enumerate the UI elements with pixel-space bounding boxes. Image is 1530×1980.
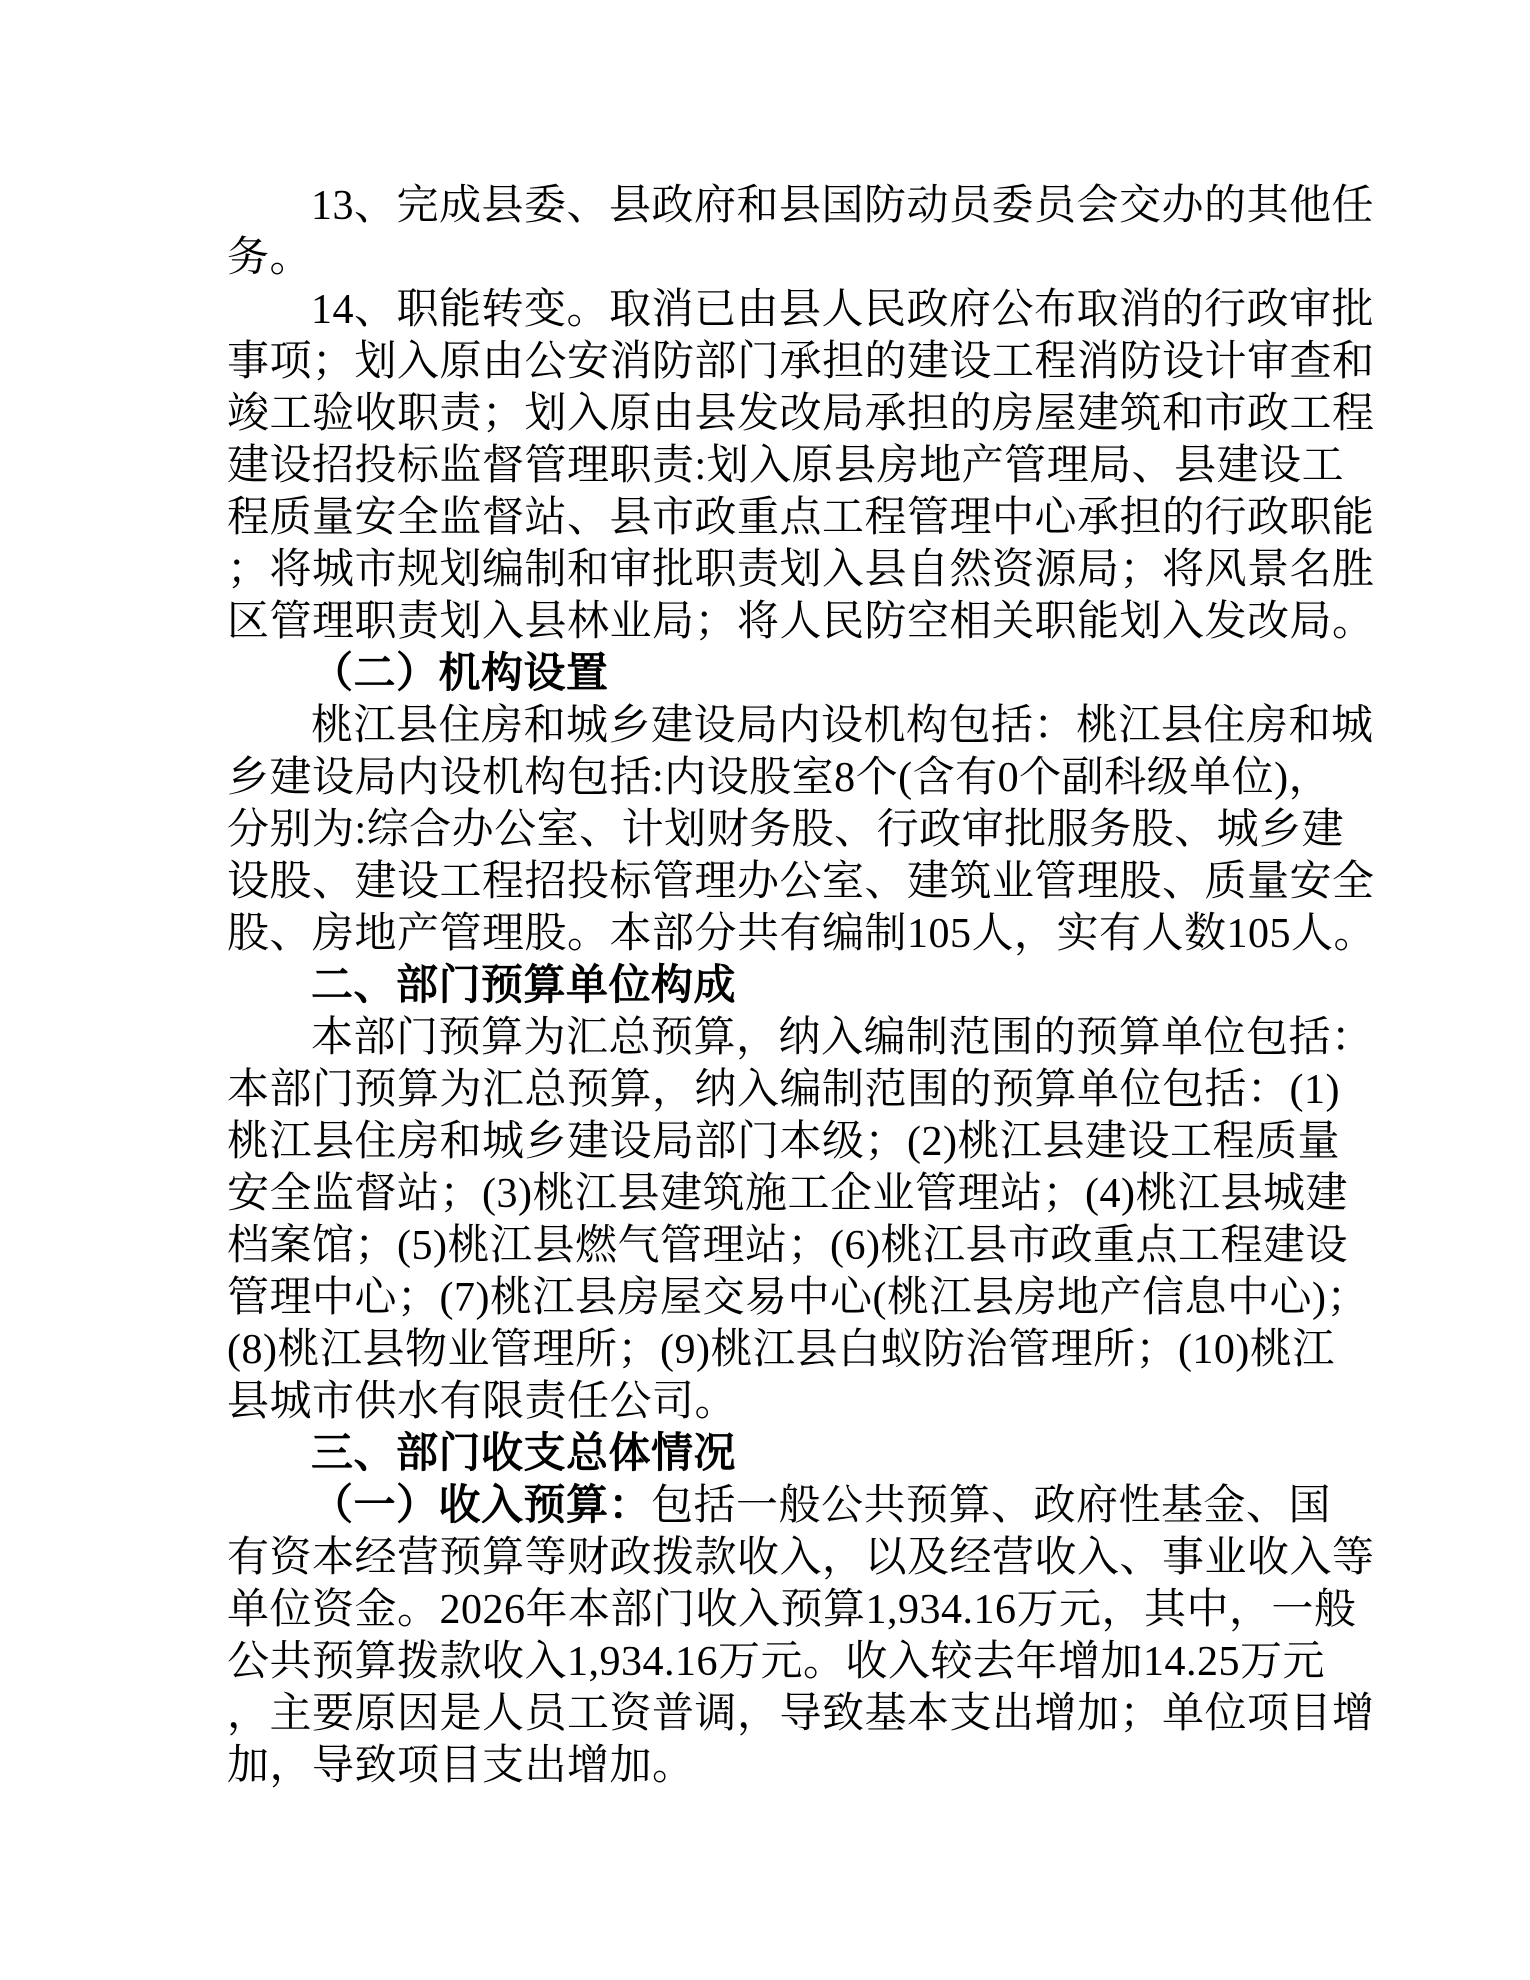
text-line (227, 1064, 1340, 1116)
text-line (227, 856, 1375, 908)
text-run: 本部门预算为汇总预算，纳入编制范围的预算单位包括：(1) (227, 1067, 1340, 1113)
text-line (227, 1012, 1374, 1064)
heading-line (227, 648, 1327, 700)
text-run: 管理中心；(7)桃江县房屋交易中心(桃江县房地产信息中心)； (227, 1275, 1369, 1321)
text-line (227, 1584, 1357, 1636)
text-run: 设股、建设工程招投标管理办公室、建筑业管理股、质量安全 (227, 859, 1375, 905)
text-line (227, 804, 1345, 856)
bold-text-run: 三、部门收支总体情况 (311, 1431, 737, 1477)
text-line (227, 596, 1375, 648)
text-line (227, 1532, 1375, 1584)
text-run: 竣工验收职责；划入原由县发改局承担的房屋建筑和市政工程 (227, 391, 1375, 437)
text-run: 桃江县住房和城乡建设局内设机构包括：桃江县住房和城 (311, 703, 1374, 749)
text-run: 本部门预算为汇总预算，纳入编制范围的预算单位包括： (311, 1015, 1374, 1061)
text-run: 股、房地产管理股。本部分共有编制105人，实有人数105人。 (227, 911, 1377, 957)
text-line (227, 336, 1375, 388)
text-line (227, 1636, 1327, 1688)
text-line (227, 232, 1327, 284)
text-run: 安全监督站；(3)桃江县建筑施工企业管理站；(4)桃江县城建 (227, 1171, 1348, 1217)
text-line (227, 180, 1375, 232)
text-line (227, 388, 1375, 440)
text-run: 档案馆；(5)桃江县燃气管理站；(6)桃江县市政重点工程建设 (227, 1223, 1348, 1269)
document-body (227, 180, 1377, 1792)
bold-text-run: （二）机构设置 (311, 651, 609, 697)
text-run: 公共预算拨款收入1,934.16万元。收入较去年增加14.25万元 (227, 1639, 1326, 1685)
text-run: (8)桃江县物业管理所；(9)桃江县白蚁防治管理所；(10)桃江 (227, 1327, 1335, 1373)
text-line (227, 1688, 1375, 1740)
text-run: 14、职能转变。取消已由县人民政府公布取消的行政审批 (311, 287, 1375, 333)
text-run: ；将城市规划编制和审批职责划入县自然资源局；将风景名胜 (227, 547, 1375, 593)
text-line (227, 1324, 1335, 1376)
text-run: 13、完成县委、县政府和县国防动员委员会交办的其他任 (311, 183, 1375, 229)
text-run: 桃江县住房和城乡建设局部门本级；(2)桃江县建设工程质量 (227, 1119, 1340, 1165)
text-run: 乡建设局内设机构包括:内设股室8个(含有0个副科级单位)， (227, 755, 1332, 801)
text-line (227, 752, 1332, 804)
text-line (227, 1272, 1369, 1324)
text-line (227, 1376, 1327, 1428)
text-run: 建设招投标监督管理职责:划入原县房地产管理局、县建设工 (227, 443, 1345, 489)
text-run: 务。 (227, 235, 313, 281)
text-run: 有资本经营预算等财政拨款收入，以及经营收入、事业收入等 (227, 1535, 1375, 1581)
text-run: 单位资金。2026年本部门收入预算1,934.16万元，其中，一般 (227, 1587, 1357, 1633)
text-run: 区管理职责划入县林业局；将人民防空相关职能划入发改局。 (227, 599, 1375, 645)
text-line (227, 908, 1377, 960)
text-line (227, 700, 1374, 752)
bold-text-run: （一）收入预算： (311, 1483, 652, 1529)
text-run: 程质量安全监督站、县市政重点工程管理中心承担的行政职能 (227, 495, 1375, 541)
text-run: 分别为:综合办公室、计划财务股、行政审批服务股、城乡建 (227, 807, 1345, 853)
text-line (227, 1740, 1327, 1792)
bold-text-run: 二、部门预算单位构成 (311, 963, 737, 1009)
text-line (227, 1220, 1348, 1272)
text-line (227, 1480, 1332, 1532)
text-line (227, 492, 1375, 544)
text-run: 加，导致项目支出增加。 (227, 1743, 695, 1789)
heading-line (227, 1428, 1327, 1480)
text-line (227, 440, 1345, 492)
text-run: ，主要原因是人员工资普调，导致基本支出增加；单位项目增 (227, 1691, 1375, 1737)
text-run: 包括一般公共预算、政府性基金、国 (651, 1483, 1332, 1529)
text-run: 县城市供水有限责任公司。 (227, 1379, 738, 1425)
text-run: 事项；划入原由公安消防部门承担的建设工程消防设计审查和 (227, 339, 1375, 385)
heading-line (227, 960, 1327, 1012)
text-line (227, 1168, 1348, 1220)
text-line (227, 1116, 1340, 1168)
text-line (227, 544, 1375, 596)
text-line (227, 284, 1375, 336)
